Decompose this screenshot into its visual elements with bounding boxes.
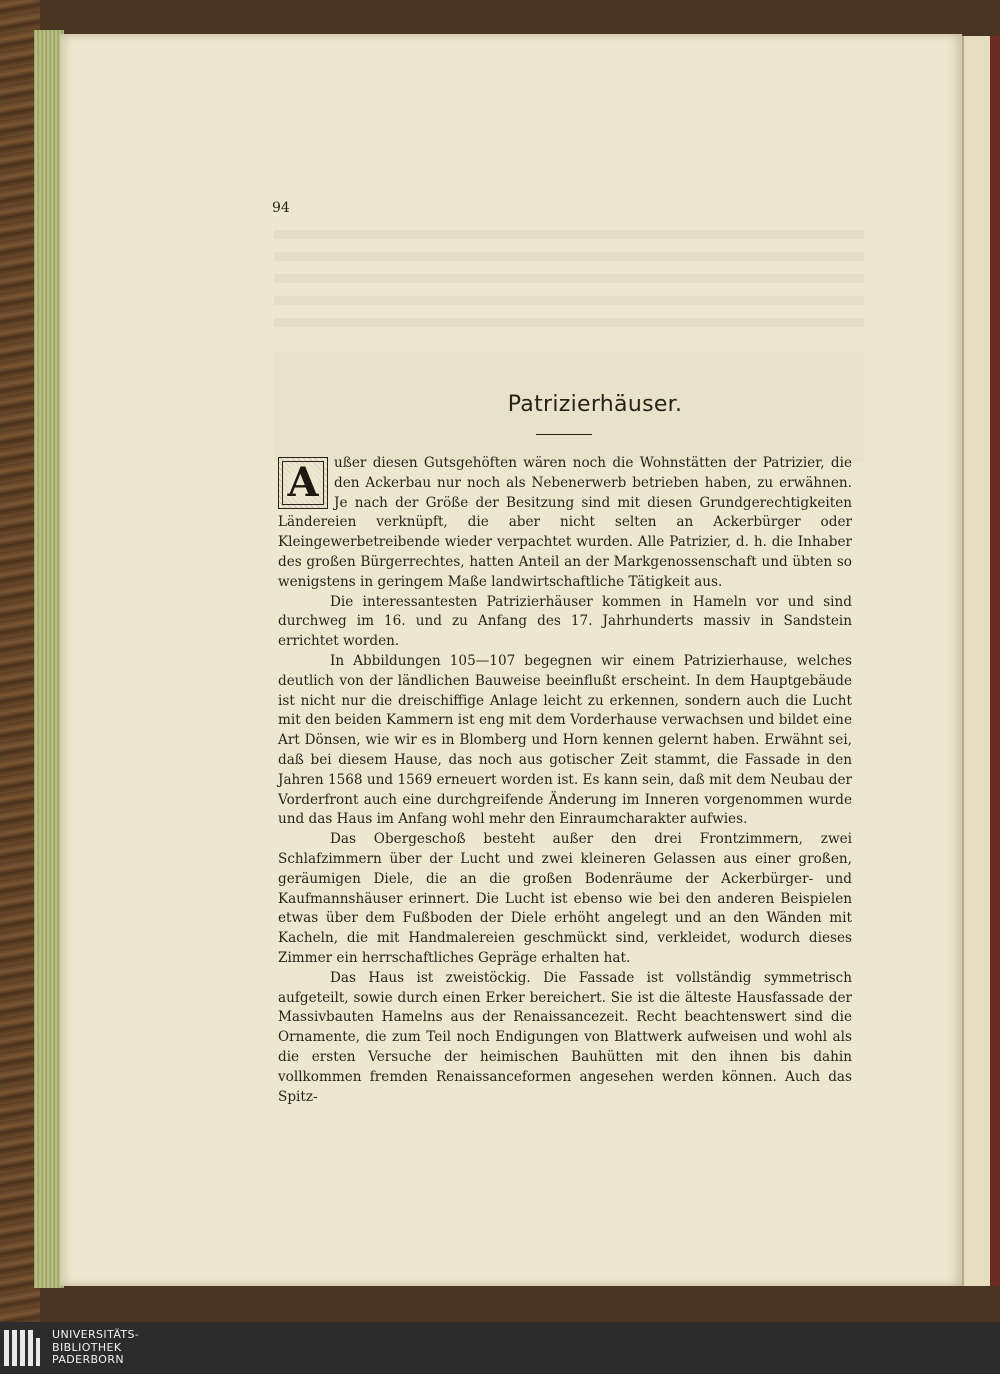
page-number: 94 xyxy=(272,200,290,216)
paragraph-1 xyxy=(278,454,852,593)
library-name-line1: UNIVERSITÄTS- xyxy=(52,1328,140,1341)
library-name xyxy=(52,1329,139,1367)
library-name-line2: BIBLIOTHEK xyxy=(52,1340,122,1354)
paragraph-1-text: ußer diesen Gutsgehöften wären noch die Wohnstätten der Patrizier, die den Ackerbau nur noch als Nebenerwerb betrieben haben, zu erwähnen. Je nach der Größe der Besitzung sind mit diesen Grundgerechtigkeiten Ländereien verknüpft, die aber nicht selten an Ackerbürger oder Kleingewerbetreibende wieder verpachtet wurden. Alle Patrizier, d. h. die Inhaber des großen Bürgerrechtes, hatten Anteil an der Markgenossenschaft und übten so wenigstens in geringem Maße landwirtschaftliche Tätigkeit aus. xyxy=(278,455,852,590)
paragraph-5: Das Haus ist zweistöckig. Die Fassade ist vollständig symmetrisch aufgeteilt, sowie durch einen Erker bereichert. Sie ist die älteste Hausfassade der Massivbauten Hamelns aus der Renaissancezeit. Recht beachtenswert sind die Ornamente, die zum Teil noch Endigungen von Blattwerk aufweisen und wohl als die ersten Versuche der heimischen Bauhütten mit den ihnen bis dahin vollkommen fremden Renaissanceformen angesehen werden können. Auch das Spitz- xyxy=(278,969,852,1105)
paragraph-2: Die interessantesten Patrizierhäuser kommen in Hameln vor und sind durchweg im 16. und zu Anfang des 17. Jahrhunderts massiv in Sandstein errichtet worden. xyxy=(278,593,852,650)
facing-cover-edge xyxy=(990,36,1000,1286)
drop-cap-frame xyxy=(282,461,324,505)
chapter-title: Patrizierhäuser. xyxy=(507,392,683,417)
body-text xyxy=(278,454,852,1107)
book-page xyxy=(60,34,962,1286)
paragraph-4: Das Obergeschoß besteht außer den drei Frontzimmern, zwei Schlafzimmern über der Lucht und zwei kleineren Gelassen aus einer großen, geräumigen Diele, die an die großen Bodenräume der Ackerbürger- und Kaufmannshäuser erinnert. Die Lucht ist ebenso wie bei den anderen Beispielen etwas über dem Fußboden der Diele erhöht angelegt und an den Wänden mit Kacheln, die mit Handmalereien geschmückt sind, verkleidet, wodurch dieses Zimmer ein herrschaftliches Gepräge erhalten hat. xyxy=(278,831,852,966)
library-footer xyxy=(0,1322,1000,1374)
drop-cap-initial xyxy=(278,457,328,509)
show-through-text xyxy=(274,230,864,330)
paragraph-3: In Abbildungen 105—107 begegnen wir einem Patrizierhause, welches deutlich von der ländlichen Bauweise beeinflußt erscheint. In dem Hauptgebäude ist nicht nur die dreischiffige Anlage leicht zu erkennen, sondern auch die Lucht mit den beiden Kammern ist eng mit dem Vorderhause verwachsen und bildet eine Art Dönsen, wie wir es in Blomberg und Horn kennen gelernt haben. Erwähnt sei, daß bei diesem Hause, das noch aus gotischer Zeit stammt, die Fassade in den Jahren 1568 und 1569 erneuert worden ist. Es kann sein, daß mit dem Neubau der Vorderfront auch eine durchgreifende Änderung im Inneren vorgenommen wurde und das Haus im Anfang wohl mehr den Einraumcharakter aufwies. xyxy=(278,652,852,828)
drop-cap-letter: A xyxy=(287,459,319,506)
title-rule xyxy=(536,434,592,435)
library-name-line3: PADERBORN xyxy=(52,1353,125,1366)
library-barcode-logo-icon xyxy=(4,1330,44,1366)
